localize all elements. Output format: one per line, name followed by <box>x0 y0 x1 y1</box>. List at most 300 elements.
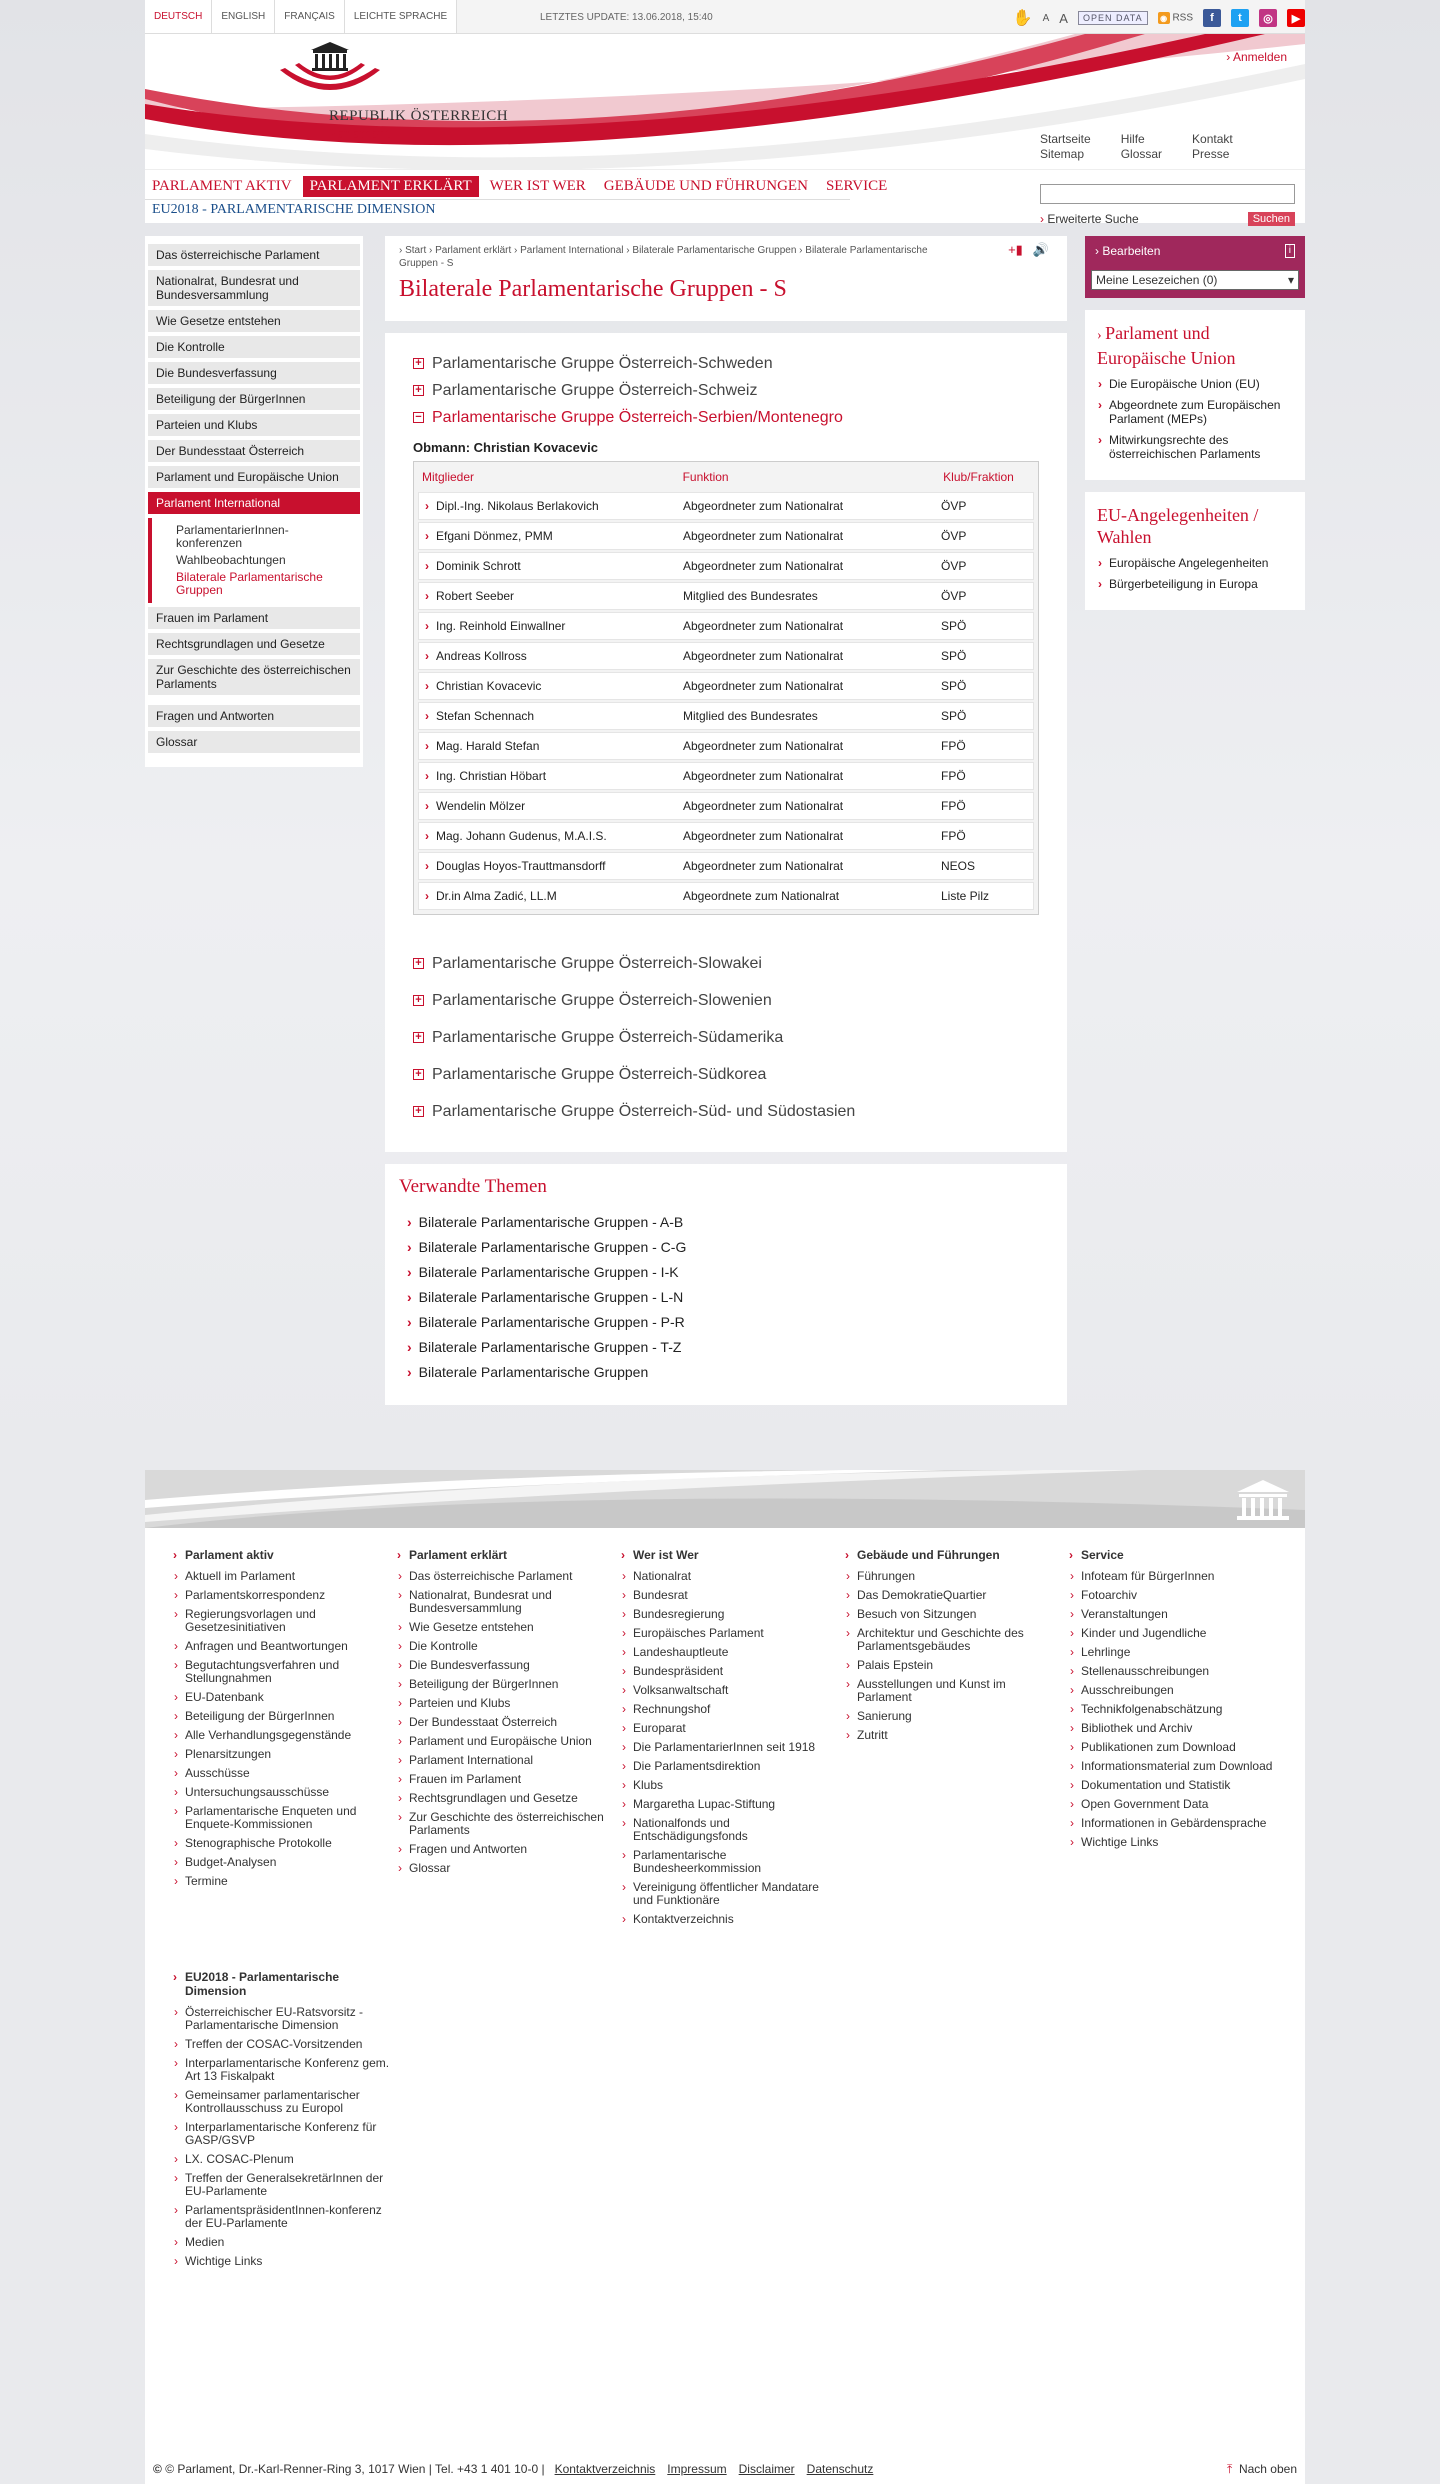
related-link[interactable]: › Bilaterale Parlamentarische Gruppen - A-B <box>399 1210 1053 1235</box>
member-name[interactable]: › Andreas Kollross <box>425 649 683 663</box>
footer-link[interactable]: › Bundespräsident <box>621 1665 831 1678</box>
footer-link[interactable]: › Das österreichische Parlament <box>397 1570 607 1583</box>
table-row <box>418 582 1034 610</box>
footer-link[interactable]: › Gemeinsamer parlamentarischer Kontrollausschuss zu Europol <box>173 2089 397 2115</box>
member-function: Abgeordnete zum Nationalrat <box>683 889 840 903</box>
sidebar-item[interactable]: Der Bundesstaat Österreich <box>148 440 360 462</box>
header-sublink[interactable]: Presse <box>1192 147 1230 161</box>
footer-link[interactable]: › Margaretha Lupac-Stiftung <box>621 1798 831 1811</box>
col-club: Klub/Fraktion <box>943 470 1014 484</box>
footer-column <box>1069 1548 1293 1932</box>
footer-bottom-links <box>555 2462 874 2476</box>
table-row <box>418 732 1034 760</box>
accordion-label: Parlamentarische Gruppe Österreich-Slowakei <box>432 954 762 972</box>
footer-link[interactable]: › Termine <box>173 1875 383 1888</box>
footer-column-title[interactable]: › Wer ist Wer <box>621 1548 831 1562</box>
footer-link[interactable]: › Veranstaltungen <box>1069 1608 1279 1621</box>
eu-link[interactable]: › Mitwirkungsrechte des österreichischen Parlaments <box>1097 433 1293 461</box>
related-title: Verwandte Themen <box>399 1176 547 1197</box>
footer-link[interactable]: › Lehrlinge <box>1069 1646 1279 1659</box>
sidebar-submenu <box>148 518 360 603</box>
footer-swoosh <box>145 1470 1305 1528</box>
related-list <box>399 1210 1053 1385</box>
accordion-label: Parlamentarische Gruppe Österreich-Schweden <box>432 354 773 372</box>
header-sublink[interactable]: Startseite <box>1040 132 1091 146</box>
sidebar-item[interactable]: Parteien und Klubs <box>148 414 360 436</box>
footer-band <box>145 1470 1305 1528</box>
member-function: Abgeordneter zum Nationalrat <box>683 769 844 783</box>
footer-link[interactable]: › Wie Gesetze entstehen <box>397 1621 607 1634</box>
related-link[interactable]: › Bilaterale Parlamentarische Gruppen - I-K <box>399 1260 1053 1285</box>
page-title: Bilaterale Parlamentarische Gruppen - S <box>399 276 787 302</box>
member-function: Abgeordneter zum Nationalrat <box>683 649 844 663</box>
member-name[interactable]: › Dipl.-Ing. Nikolaus Berlakovich <box>425 499 683 513</box>
footer-link[interactable]: › LX. COSAC-Plenum <box>173 2153 397 2166</box>
footer-link[interactable]: › Publikationen zum Download <box>1069 1741 1279 1754</box>
footer-link[interactable]: › Europäisches Parlament <box>621 1627 831 1640</box>
footer-eu-title: › EU2018 - Parlamentarische Dimension <box>173 1970 397 1998</box>
main-nav-item[interactable]: PARLAMENT ERKLÄRT <box>303 176 479 197</box>
member-club: SPÖ <box>941 679 967 693</box>
left-sidebar <box>145 236 363 767</box>
extended-search-label: Erweiterte Suche <box>1047 212 1139 226</box>
footer-link[interactable]: › Architektur und Geschichte des Parlamentsgebäudes <box>845 1627 1055 1653</box>
footer-link[interactable]: › Infoteam für BürgerInnen <box>1069 1570 1279 1583</box>
search-button[interactable]: Suchen <box>1248 212 1295 226</box>
footer-link[interactable]: › Führungen <box>845 1570 1055 1583</box>
table-row <box>418 762 1034 790</box>
header-sublink[interactable]: Hilfe <box>1120 132 1145 146</box>
footer-link[interactable]: › Dokumentation und Statistik <box>1069 1779 1279 1792</box>
search-box <box>1040 184 1295 226</box>
footer-link[interactable]: › Ausschüsse <box>173 1767 383 1780</box>
member-club: FPÖ <box>941 829 966 843</box>
sidebar-item[interactable]: Fragen und Antworten <box>148 705 360 727</box>
page <box>145 0 1305 1380</box>
speaker-icon[interactable]: 🔊 <box>1032 242 1049 257</box>
sidebar-item[interactable]: Wie Gesetze entstehen <box>148 310 360 332</box>
member-club: ÖVP <box>941 529 967 543</box>
footer-link[interactable]: › Beteiligung der BürgerInnen <box>173 1710 383 1723</box>
accordion-label: Parlamentarische Gruppe Österreich-Südamerika <box>432 1028 784 1046</box>
footer-eu-column <box>145 1932 390 2268</box>
eu-box-links <box>1097 377 1293 461</box>
language-2[interactable]: FRANÇAIS <box>275 0 345 33</box>
accordion-header[interactable] <box>413 382 1039 399</box>
footer-link[interactable]: › Ausschreibungen <box>1069 1684 1279 1697</box>
sidebar-subitem-current[interactable]: Bilaterale Parlamentarische Gruppen <box>176 570 323 597</box>
eu-link[interactable]: › Die Europäische Union (EU) <box>1097 377 1293 391</box>
footer-link[interactable]: › Der Bundesstaat Österreich <box>397 1716 607 1729</box>
sidebar-item[interactable]: Die Bundesverfassung <box>148 362 360 384</box>
sidebar-subitem[interactable]: Wahlbeobachtungen <box>176 553 286 567</box>
last-update: LETZTES UPDATE: 13.06.2018, 15:40 <box>540 12 713 23</box>
header-sublink[interactable]: Sitemap <box>1040 147 1085 161</box>
main-navigation <box>145 169 1305 226</box>
footer-column-title[interactable]: › Parlament erklärt <box>397 1548 607 1562</box>
footer-link[interactable]: › Regierungsvorlagen und Gesetzesinitiativen <box>173 1608 383 1634</box>
facebook-icon[interactable]: f <box>1203 9 1221 27</box>
member-name[interactable]: › Mag. Harald Stefan <box>425 739 683 753</box>
plus-icon: + <box>413 958 424 969</box>
footer-link[interactable]: › Rechtsgrundlagen und Gesetze <box>397 1792 607 1805</box>
footer-bottom-link[interactable]: Kontaktverzeichnis <box>554 2462 656 2476</box>
plus-icon: + <box>413 1032 424 1043</box>
footer-link[interactable]: › Palais Epstein <box>845 1659 1055 1672</box>
footer-link[interactable]: › Frauen im Parlament <box>397 1773 607 1786</box>
table-row <box>418 852 1034 880</box>
footer-link[interactable]: › Sanierung <box>845 1710 1055 1723</box>
plus-icon: + <box>413 358 424 369</box>
accordion-label: Parlamentarische Gruppe Österreich-Süd- und Südostasien <box>432 1102 856 1120</box>
col-members: Mitglieder <box>422 470 475 484</box>
copyright-text: © Parlament, Dr.-Karl-Renner-Ring 3, 1017 Wien | Tel. +43 1 401 10-0 | <box>165 2462 545 2476</box>
minus-icon: − <box>413 412 424 423</box>
member-function: Abgeordneter zum Nationalrat <box>683 739 844 753</box>
header-sublink[interactable]: Glossar <box>1120 147 1163 161</box>
member-function: Abgeordneter zum Nationalrat <box>683 799 844 813</box>
top-bar <box>145 0 1305 34</box>
footer-column <box>845 1548 1069 1932</box>
member-name[interactable]: › Dr.in Alma Zadić, LL.M <box>425 889 683 903</box>
language-0[interactable]: DEUTSCH <box>145 0 212 33</box>
logo-line1: REPUBLIK ÖSTERREICH <box>329 108 509 124</box>
member-name[interactable]: › Christian Kovacevic <box>425 679 683 693</box>
footer-column-title[interactable]: › Gebäude und Führungen <box>845 1548 1055 1562</box>
accordion-header[interactable] <box>413 992 1039 1009</box>
accordion-header[interactable] <box>413 1066 1039 1083</box>
footer-link[interactable]: › Glossar <box>397 1862 607 1875</box>
breadcrumb: › Start › Parlament erklärt › Parlament International › Bilaterale Parlamentarische Gruppen › Bilaterale Parlamentarische Gruppen - S <box>399 245 928 269</box>
member-name[interactable]: › Stefan Schennach <box>425 709 683 723</box>
footer-link[interactable]: › Die Parlamentsdirektion <box>621 1760 831 1773</box>
sidebar-item[interactable]: Nationalrat, Bundesrat und Bundesversammlung <box>148 270 360 306</box>
sidebar-item[interactable]: Die Kontrolle <box>148 336 360 358</box>
footer-link[interactable]: › Parlamentskorrespondenz <box>173 1589 383 1602</box>
accordion-header[interactable] <box>413 1029 1039 1046</box>
footer-link[interactable]: › Parlament International <box>397 1754 607 1767</box>
member-function: Mitglied des Bundesrates <box>683 709 818 723</box>
member-club: SPÖ <box>941 649 967 663</box>
bookmarks-select[interactable] <box>1091 270 1299 290</box>
accordion-label: Parlamentarische Gruppe Österreich-Slowenien <box>432 991 772 1009</box>
related-link[interactable]: › Bilaterale Parlamentarische Gruppen - P-R <box>399 1310 1053 1335</box>
footer-link[interactable]: › Kontaktverzeichnis <box>621 1913 831 1926</box>
sidebar-item[interactable]: Frauen im Parlament <box>148 607 360 629</box>
top-icons <box>1013 8 1305 28</box>
footer-link[interactable]: › Treffen der COSAC-Vorsitzenden <box>173 2038 397 2051</box>
header-sublink-group <box>1121 132 1162 162</box>
related-topics <box>385 1164 1067 1405</box>
footer-link[interactable]: › Medien <box>173 2236 397 2249</box>
members-table <box>413 461 1039 915</box>
member-function: Abgeordneter zum Nationalrat <box>683 829 844 843</box>
table-row <box>418 612 1034 640</box>
member-club: ÖVP <box>941 559 967 573</box>
footer-link[interactable]: › Plenarsitzungen <box>173 1748 383 1761</box>
accordion-header[interactable] <box>413 1103 1039 1120</box>
bookmark-add-icon[interactable]: +▮ <box>1008 242 1023 257</box>
logo-line2: Parlament <box>329 126 390 142</box>
parliament-logo-icon <box>275 40 385 104</box>
footer-link[interactable]: › Stellenausschreibungen <box>1069 1665 1279 1678</box>
member-function: Abgeordneter zum Nationalrat <box>683 679 844 693</box>
accordion-label: Parlamentarische Gruppe Österreich-Schweiz <box>432 381 758 399</box>
eu-affairs-link[interactable]: › Europäische Angelegenheiten <box>1097 556 1293 570</box>
footer-link[interactable]: › Untersuchungsausschüsse <box>173 1786 383 1799</box>
language-3[interactable]: LEICHTE SPRACHE <box>345 0 457 33</box>
login-link[interactable]: › Anmelden <box>1226 50 1287 64</box>
twitter-icon[interactable]: t <box>1231 9 1249 27</box>
footer-link[interactable]: › EU-Datenbank <box>173 1691 383 1704</box>
instagram-icon[interactable]: ◎ <box>1259 9 1277 27</box>
sidebar-item[interactable]: Glossar <box>148 731 360 753</box>
main-nav-item[interactable]: GEBÄUDE UND FÜHRUNGEN <box>603 178 808 194</box>
related-link[interactable]: › Bilaterale Parlamentarische Gruppen <box>399 1360 1053 1385</box>
member-function: Abgeordneter zum Nationalrat <box>683 559 844 573</box>
copyright: © © Parlament, Dr.-Karl-Renner-Ring 3, 1017 Wien | Tel. +43 1 401 10-0 | <box>153 2462 545 2476</box>
member-name[interactable]: › Mag. Johann Gudenus, M.A.I.S. <box>425 829 683 843</box>
member-club: SPÖ <box>941 619 967 633</box>
header-sublink-group <box>1192 132 1233 162</box>
related-link[interactable]: › Bilaterale Parlamentarische Gruppen - L-N <box>399 1285 1053 1310</box>
table-row <box>418 792 1034 820</box>
footer-link[interactable]: › Aktuell im Parlament <box>173 1570 383 1583</box>
eu-box-title[interactable]: › Parlament und Europäische Union <box>1097 323 1236 368</box>
login-label: Anmelden <box>1232 50 1287 64</box>
search-row <box>1040 212 1295 226</box>
footer-column <box>621 1548 845 1932</box>
footer-link[interactable]: › Informationsmaterial zum Download <box>1069 1760 1279 1773</box>
footer-link[interactable]: › Nationalfonds und Entschädigungsfonds <box>621 1817 831 1843</box>
accordion-header[interactable] <box>413 955 1039 972</box>
footer-link[interactable]: › Die ParlamentarierInnen seit 1918 <box>621 1741 831 1754</box>
related-link[interactable]: › Bilaterale Parlamentarische Gruppen - C-G <box>399 1235 1053 1260</box>
footer-link[interactable]: › ParlamentspräsidentInnen-konferenz der EU-Parlamente <box>173 2204 397 2230</box>
footer-link[interactable]: › Die Kontrolle <box>397 1640 607 1653</box>
footer-link[interactable]: › Wichtige Links <box>1069 1836 1279 1849</box>
member-club: Liste Pilz <box>941 889 990 903</box>
footer-column-title[interactable]: › Parlament aktiv <box>173 1548 383 1562</box>
footer-link[interactable]: › Interparlamentarische Konferenz gem. Art 13 Fiskalpakt <box>173 2057 397 2083</box>
member-club: NEOS <box>941 859 976 873</box>
member-club: FPÖ <box>941 739 966 753</box>
footer-columns <box>145 1528 1305 1932</box>
member-name[interactable]: › Wendelin Mölzer <box>425 799 683 813</box>
footer-column <box>173 1548 397 1932</box>
sidebar-subitem[interactable]: ParlamentarierInnen-konferenzen <box>176 523 289 550</box>
col-function: Funktion <box>682 470 729 484</box>
accordion-open-header[interactable] <box>413 409 1039 426</box>
footer-link[interactable]: › Österreichischer EU-Ratsvorsitz - Parlamentarische Dimension <box>173 2006 397 2032</box>
table-row <box>418 822 1034 850</box>
sidebar-item[interactable]: Rechtsgrundlagen und Gesetze <box>148 633 360 655</box>
footer-link[interactable]: › Europarat <box>621 1722 831 1735</box>
footer-link[interactable]: › Parlamentarische Enqueten und Enquete-Kommissionen <box>173 1805 383 1831</box>
eu-affairs-box <box>1085 492 1305 610</box>
nav-divider <box>145 199 850 200</box>
eu-affairs-title: EU-Angelegenheiten / Wahlen <box>1097 505 1259 547</box>
accordion-card <box>385 333 1067 1152</box>
footer-bottom-link[interactable]: Disclaimer <box>738 2462 795 2476</box>
footer-bottom-link[interactable]: Datenschutz <box>806 2462 874 2476</box>
footer-link[interactable]: › Begutachtungsverfahren und Stellungnahmen <box>173 1659 383 1685</box>
back-to-top-link[interactable] <box>1227 2462 1297 2477</box>
footer-link[interactable]: › Ausstellungen und Kunst im Parlament <box>845 1678 1055 1704</box>
plus-icon: + <box>413 1069 424 1080</box>
footer-link[interactable]: › Nationalrat, Bundesrat und Bundesversammlung <box>397 1589 607 1615</box>
eu2018-nav-link[interactable]: EU2018 - PARLAMENTARISCHE DIMENSION <box>152 202 436 217</box>
header <box>145 34 1305 169</box>
table-row <box>418 702 1034 730</box>
member-name[interactable]: › Dominik Schrott <box>425 559 683 573</box>
accordion-header[interactable] <box>413 355 1039 372</box>
main-content <box>385 236 1067 1405</box>
bookmarks-value: Meine Lesezeichen (0) <box>1096 273 1218 287</box>
table-header <box>416 464 1036 490</box>
member-function: Abgeordneter zum Nationalrat <box>683 859 844 873</box>
rss-icon: ◉ <box>1158 12 1170 24</box>
footer-link[interactable]: › Bundesrat <box>621 1589 831 1602</box>
accordion-label: Parlamentarische Gruppe Österreich-Südkorea <box>432 1065 767 1083</box>
footer-link[interactable]: › Parlament und Europäische Union <box>397 1735 607 1748</box>
right-column <box>1085 236 1305 610</box>
footer-column <box>397 1548 621 1932</box>
back-to-top-label: Nach oben <box>1238 2462 1297 2476</box>
eu-box <box>1085 310 1305 480</box>
sidebar-item[interactable]: Das österreichische Parlament <box>148 244 360 266</box>
sign-language-icon[interactable]: ✋ <box>1012 10 1033 27</box>
table-row <box>418 672 1034 700</box>
table-row <box>418 642 1034 670</box>
language-1[interactable]: ENGLISH <box>212 0 275 33</box>
footer-eu-links <box>173 2006 397 2268</box>
sidebar-item[interactable]: Zur Geschichte des österreichischen Parlaments <box>148 659 360 695</box>
footer-link[interactable]: › Interparlamentarische Konferenz für GASP/GSVP <box>173 2121 397 2147</box>
member-name[interactable]: › Robert Seeber <box>425 589 683 603</box>
info-icon[interactable]: i <box>1285 244 1295 258</box>
chevron-down-icon: ▾ <box>1287 273 1294 287</box>
footer-link[interactable]: › Fotoarchiv <box>1069 1589 1279 1602</box>
bearbeiten-label: Bearbeiten <box>1102 244 1161 258</box>
main-nav-item[interactable]: PARLAMENT AKTIV <box>152 178 292 194</box>
plus-icon: + <box>413 385 424 396</box>
footer-link[interactable]: › Parteien und Klubs <box>397 1697 607 1710</box>
footer-column-title[interactable]: › Service <box>1069 1548 1279 1562</box>
footer-link[interactable]: › Klubs <box>621 1779 831 1792</box>
footer-bottom-link[interactable]: Impressum <box>667 2462 727 2476</box>
header-sublinks <box>1040 132 1233 162</box>
bearbeiten-toggle[interactable]: › Bearbeiten <box>1095 244 1161 258</box>
footer-link[interactable]: › Alle Verhandlungsgegenstände <box>173 1729 383 1742</box>
member-name[interactable]: › Ing. Reinhold Einwallner <box>425 619 683 633</box>
accordion-open-label: Parlamentarische Gruppe Österreich-Serbien/Montenegro <box>432 408 843 426</box>
footer-link[interactable]: › Budget-Analysen <box>173 1856 383 1869</box>
member-function: Mitglied des Bundesrates <box>683 589 818 603</box>
footer-link[interactable]: › Das DemokratieQuartier <box>845 1589 1055 1602</box>
footer-link[interactable]: › Bundesregierung <box>621 1608 831 1621</box>
member-name[interactable]: › Efgani Dönmez, PMM <box>425 529 683 543</box>
member-club: SPÖ <box>941 709 967 723</box>
footer-link[interactable]: › Kinder und Jugendliche <box>1069 1627 1279 1640</box>
search-input[interactable] <box>1040 184 1295 204</box>
eu-box-title-text: Parlament und Europäische Union <box>1097 323 1236 368</box>
footer-link[interactable]: › Die Bundesverfassung <box>397 1659 607 1672</box>
title-card <box>385 236 1067 321</box>
accordion-after <box>413 955 1039 1120</box>
footer-link[interactable]: › Volksanwaltschaft <box>621 1684 831 1697</box>
arrow-up-icon: ⤒ <box>1226 2462 1233 2476</box>
main-nav-items <box>145 176 894 197</box>
member-club: FPÖ <box>941 799 966 813</box>
header-sublink[interactable]: Kontakt <box>1192 132 1233 146</box>
footer-link[interactable]: › Zutritt <box>845 1729 1055 1742</box>
member-name[interactable]: › Douglas Hoyos-Trauttmansdorff <box>425 859 683 873</box>
eu-affairs-links <box>1097 556 1293 591</box>
footer-bottom <box>153 2462 1297 2476</box>
header-sublink-group <box>1040 132 1091 162</box>
bearbeiten-box <box>1085 236 1305 298</box>
footer-link[interactable]: › Nationalrat <box>621 1570 831 1583</box>
extended-search-link[interactable]: › Erweiterte Suche <box>1040 212 1139 226</box>
footer-link[interactable]: › Open Government Data <box>1069 1798 1279 1811</box>
footer-link[interactable]: › Stenographische Protokolle <box>173 1837 383 1850</box>
table-row <box>418 552 1034 580</box>
member-function: Abgeordneter zum Nationalrat <box>683 619 844 633</box>
related-link[interactable]: › Bilaterale Parlamentarische Gruppen - T-Z <box>399 1335 1053 1360</box>
footer-link[interactable]: › Treffen der GeneralsekretärInnen der EU-Parlamente <box>173 2172 397 2198</box>
eu-link[interactable]: › Abgeordnete zum Europäischen Parlament (MEPs) <box>1097 398 1293 426</box>
member-name[interactable]: › Ing. Christian Höbart <box>425 769 683 783</box>
footer-link[interactable]: › Informationen in Gebärdensprache <box>1069 1817 1279 1830</box>
footer-link[interactable]: › Zur Geschichte des österreichischen Parlaments <box>397 1811 607 1837</box>
table-row <box>418 522 1034 550</box>
footer-link[interactable]: › Vereinigung öffentlicher Mandatare und Funktionäre <box>621 1881 831 1907</box>
rss-link[interactable] <box>1158 12 1193 24</box>
footer-link[interactable]: › Rechnungshof <box>621 1703 831 1716</box>
eu-affairs-link[interactable]: › Bürgerbeteiligung in Europa <box>1097 577 1293 591</box>
open-data-link[interactable]: OPEN DATA <box>1078 11 1148 25</box>
obmann: Obmann: Christian Kovacevic <box>413 440 598 455</box>
sidebar-item[interactable]: Parlament und Europäische Union <box>148 466 360 488</box>
footer-link[interactable]: › Parlamentarische Bundesheerkommission <box>621 1849 831 1875</box>
footer-link[interactable]: › Landeshauptleute <box>621 1646 831 1659</box>
footer-link[interactable]: › Anfragen und Beantwortungen <box>173 1640 383 1653</box>
footer-link[interactable]: › Wichtige Links <box>173 2255 397 2268</box>
main-nav-item[interactable]: SERVICE <box>825 178 888 194</box>
member-club: FPÖ <box>941 769 966 783</box>
font-large-button[interactable]: A <box>1059 10 1068 26</box>
footer-link[interactable]: › Bibliothek und Archiv <box>1069 1722 1279 1735</box>
footer-link[interactable]: › Besuch von Sitzungen <box>845 1608 1055 1621</box>
sidebar-item-active[interactable]: Parlament International <box>148 492 360 514</box>
footer <box>145 1470 1305 2484</box>
table-row <box>418 882 1034 910</box>
font-small-button[interactable]: A <box>1042 12 1050 24</box>
footer-link[interactable]: › Fragen und Antworten <box>397 1843 607 1856</box>
member-function: Abgeordneter zum Nationalrat <box>683 529 844 543</box>
footer-link[interactable]: › Technikfolgenabschätzung <box>1069 1703 1279 1716</box>
rss-label: RSS <box>1172 12 1193 24</box>
main-nav-item[interactable]: WER IST WER <box>489 178 586 194</box>
sidebar-item[interactable]: Beteiligung der BürgerInnen <box>148 388 360 410</box>
member-club: ÖVP <box>941 499 967 513</box>
table-body <box>416 492 1036 910</box>
footer-link[interactable]: › Beteiligung der BürgerInnen <box>397 1678 607 1691</box>
language-switcher <box>145 0 457 33</box>
bearbeiten-header <box>1091 242 1299 260</box>
youtube-icon[interactable]: ▶ <box>1287 9 1305 27</box>
